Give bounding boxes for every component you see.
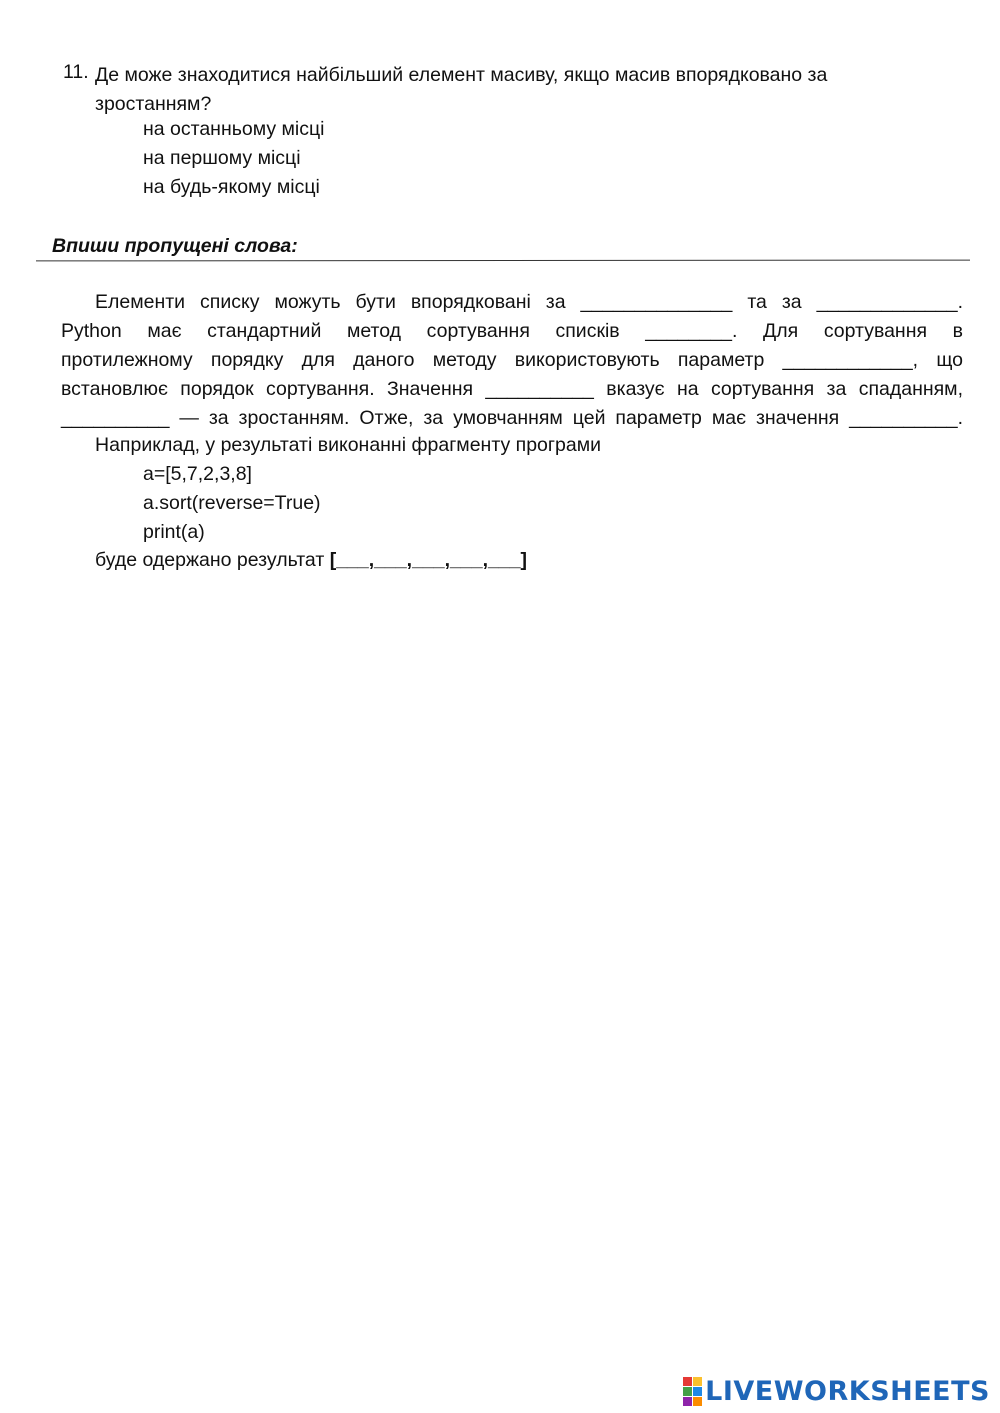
result-line xyxy=(95,549,527,572)
answer-option-3[interactable]: на будь-якому місці xyxy=(143,176,320,198)
code-line: a=[5,7,2,3,8] xyxy=(143,463,252,485)
section-title: Впиши пропущені слова: xyxy=(52,235,298,257)
paragraph-line: __________ — за зростанням. Отже, за умовчанням цей параметр має значення __________. xyxy=(61,407,963,429)
answer-option-1[interactable]: на останньому місці xyxy=(143,118,325,140)
code-line: print(a) xyxy=(143,521,205,543)
code-line: a.sort(reverse=True) xyxy=(143,492,321,514)
paragraph-line: Python має стандартний метод сортування списків ________. Для сортування в xyxy=(61,320,963,342)
paragraph-line: Елементи списку можуть бути впорядковані за ______________ та за _____________. xyxy=(95,291,963,313)
example-intro: Наприклад, у результаті виконанні фрагменту програми xyxy=(95,434,601,456)
liveworksheets-logo xyxy=(683,1376,990,1407)
logo-text: LIVEWORKSHEETS xyxy=(705,1376,990,1407)
paragraph-line: встановлює порядок сортування. Значення __________ вказує на сортування за спаданням, xyxy=(61,378,963,400)
result-blanks[interactable]: [___,___,___,___,___] xyxy=(329,549,528,571)
question-text: Де може знаходитися найбільший елемент масиву, якщо масив впорядковано за зростанням? xyxy=(95,64,828,115)
question-number: 11. xyxy=(63,61,89,83)
logo-mark-icon xyxy=(683,1377,702,1406)
answer-option-2[interactable]: на першому місці xyxy=(143,147,301,169)
paragraph-line: протилежному порядку для даного методу використовують параметр ____________, що xyxy=(61,349,963,371)
fill-in-paragraph xyxy=(61,288,963,433)
section-divider xyxy=(36,260,970,262)
result-label: буде одержано результат xyxy=(95,549,325,571)
